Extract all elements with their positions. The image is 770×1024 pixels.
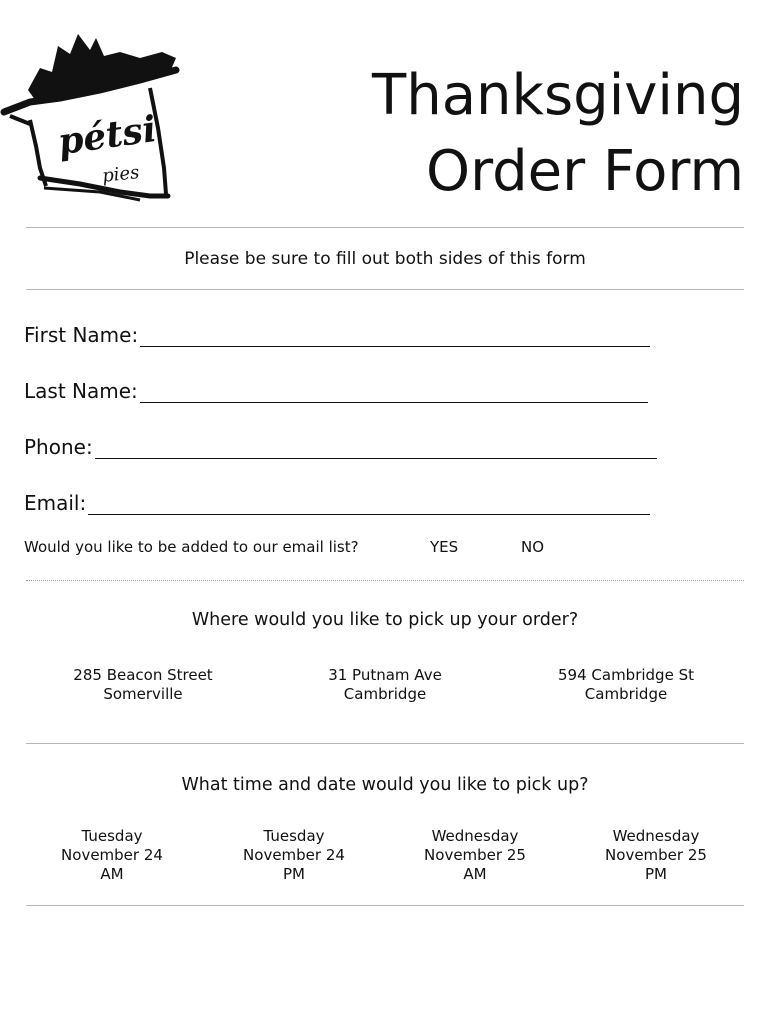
pickup-time-question: What time and date would you like to pick up? bbox=[181, 775, 589, 795]
divider bbox=[26, 580, 744, 581]
email-list-no-option[interactable]: NO bbox=[521, 538, 545, 556]
slot-day: Wednesday bbox=[612, 827, 700, 845]
petsi-pies-logo bbox=[0, 28, 185, 203]
location-street: 285 Beacon Street bbox=[73, 666, 213, 684]
divider bbox=[26, 743, 744, 744]
title-line2: Order Form bbox=[425, 139, 744, 204]
pickup-time-option[interactable] bbox=[571, 827, 741, 884]
email-label: Email: bbox=[24, 491, 87, 515]
location-city: Cambridge bbox=[343, 685, 427, 703]
pickup-location-question: Where would you like to pick up your order? bbox=[191, 610, 579, 630]
location-city: Cambridge bbox=[584, 685, 668, 703]
phone-input-line[interactable] bbox=[95, 436, 657, 459]
pickup-time-option[interactable] bbox=[390, 827, 560, 884]
email-input-line[interactable] bbox=[88, 492, 650, 515]
last-name-label: Last Name: bbox=[24, 379, 138, 403]
divider bbox=[26, 227, 744, 228]
logo-text-petsi: pétsi bbox=[55, 107, 159, 164]
divider bbox=[26, 905, 744, 906]
slot-period: PM bbox=[645, 865, 667, 883]
slot-day: Tuesday bbox=[81, 827, 143, 845]
slot-date: November 24 bbox=[61, 846, 163, 864]
email-list-question: Would you like to be added to our email list? bbox=[24, 538, 359, 556]
pickup-time-option[interactable] bbox=[27, 827, 197, 884]
slot-date: November 24 bbox=[243, 846, 345, 864]
slot-date: November 25 bbox=[424, 846, 526, 864]
last-name-input-line[interactable] bbox=[140, 380, 648, 403]
page-title bbox=[372, 58, 744, 210]
phone-field[interactable] bbox=[24, 435, 657, 459]
slot-period: PM bbox=[283, 865, 305, 883]
location-city: Somerville bbox=[103, 685, 183, 703]
location-street: 594 Cambridge St bbox=[558, 666, 694, 684]
first-name-field[interactable] bbox=[24, 323, 650, 347]
pickup-time-option[interactable] bbox=[209, 827, 379, 884]
last-name-field[interactable] bbox=[24, 379, 648, 403]
pickup-location-option[interactable] bbox=[526, 666, 726, 704]
phone-label: Phone: bbox=[24, 435, 93, 459]
divider bbox=[26, 289, 744, 290]
slot-day: Wednesday bbox=[431, 827, 519, 845]
pickup-location-option[interactable] bbox=[285, 666, 485, 704]
slot-period: AM bbox=[463, 865, 487, 883]
slot-day: Tuesday bbox=[263, 827, 325, 845]
first-name-label: First Name: bbox=[24, 323, 139, 347]
logo-text-pies: pies bbox=[101, 162, 141, 187]
first-name-input-line[interactable] bbox=[140, 324, 650, 347]
location-street: 31 Putnam Ave bbox=[328, 666, 442, 684]
title-line1: Thanksgiving bbox=[372, 63, 744, 128]
email-field[interactable] bbox=[24, 491, 650, 515]
slot-date: November 25 bbox=[605, 846, 707, 864]
slot-period: AM bbox=[100, 865, 124, 883]
email-list-yes-option[interactable]: YES bbox=[430, 538, 459, 556]
form-notice: Please be sure to fill out both sides of this form bbox=[184, 249, 586, 269]
pickup-location-option[interactable] bbox=[43, 666, 243, 704]
